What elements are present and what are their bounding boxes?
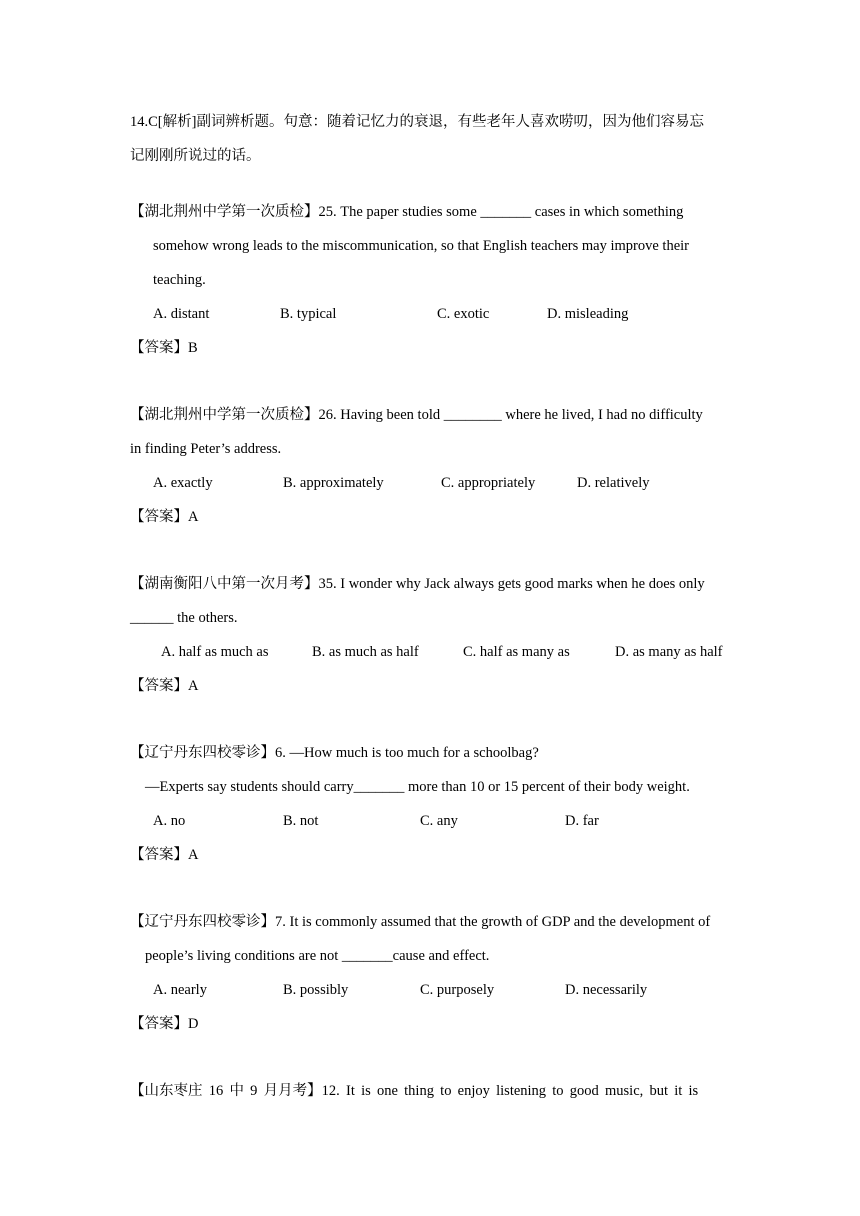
question-3-option-d: D. as many as half: [615, 644, 723, 660]
question-1-option-a: A. distant: [153, 306, 210, 322]
intro-line-2: 记刚刚所说过的话。: [130, 148, 261, 164]
question-4-option-c: C. any: [420, 813, 458, 829]
question-2-option-b: B. approximately: [283, 475, 384, 491]
intro-line-1: 14.C[解析]副词辨析题。句意：随着记忆力的衰退，有些老年人喜欢唠叨，因为他们容易忘: [130, 114, 704, 130]
question-1-line-1: 【湖北荆州中学第一次质检】25. The paper studies some _______ cases in which something: [130, 204, 684, 220]
question-5-option-c: C. purposely: [420, 982, 495, 998]
question-2-line-1: 【湖北荆州中学第一次质检】26. Having been told ________ where he lived, I had no difficulty: [130, 407, 703, 423]
question-3-option-c: C. half as many as: [463, 644, 570, 660]
question-5-answer: 【答案】D: [130, 1016, 199, 1032]
question-2-option-a: A. exactly: [153, 475, 213, 491]
question-4-option-b: B. not: [283, 813, 319, 829]
question-4-line-1: 【辽宁丹东四校零诊】6. —How much is too much for a schoolbag?: [130, 745, 539, 761]
question-5-line-1: 【辽宁丹东四校零诊】7. It is commonly assumed that the growth of GDP and the development of: [130, 914, 711, 930]
question-5-option-a: A. nearly: [153, 982, 207, 998]
question-5-line-2: people’s living conditions are not _______cause and effect.: [145, 948, 490, 964]
question-2-option-d: D. relatively: [577, 475, 650, 491]
question-5-option-d: D. necessarily: [565, 982, 648, 998]
question-1-option-d: D. misleading: [547, 306, 629, 322]
question-3-option-a: A. half as much as: [161, 644, 269, 660]
question-2-option-c: C. appropriately: [441, 475, 536, 491]
question-3-line-1: 【湖南衡阳八中第一次月考】35. I wonder why Jack always gets good marks when he does only: [130, 576, 705, 592]
question-3-answer: 【答案】A: [130, 678, 199, 694]
question-1-line-2: somehow wrong leads to the miscommunication, so that English teachers may improve their: [153, 238, 689, 254]
question-1-option-c: C. exotic: [437, 306, 490, 322]
question-2-answer: 【答案】A: [130, 509, 199, 525]
question-2-line-2: in finding Peter’s address.: [130, 441, 282, 457]
question-6-line-1: 【山东枣庄 16 中 9 月月考】12. It is one thing to enjoy listening to good music, but it is: [130, 1083, 699, 1099]
question-1-option-b: B. typical: [280, 306, 337, 322]
question-1-answer: 【答案】B: [130, 340, 198, 356]
question-3-line-2: ______ the others.: [130, 610, 238, 626]
question-1-line-3: teaching.: [153, 272, 206, 288]
question-3-option-b: B. as much as half: [312, 644, 419, 660]
question-4-answer: 【答案】A: [130, 847, 199, 863]
question-5-option-b: B. possibly: [283, 982, 349, 998]
question-4-option-d: D. far: [565, 813, 599, 829]
question-4-option-a: A. no: [153, 813, 186, 829]
question-4-line-2: —Experts say students should carry_______ more than 10 or 15 percent of their body weight.: [145, 779, 690, 795]
